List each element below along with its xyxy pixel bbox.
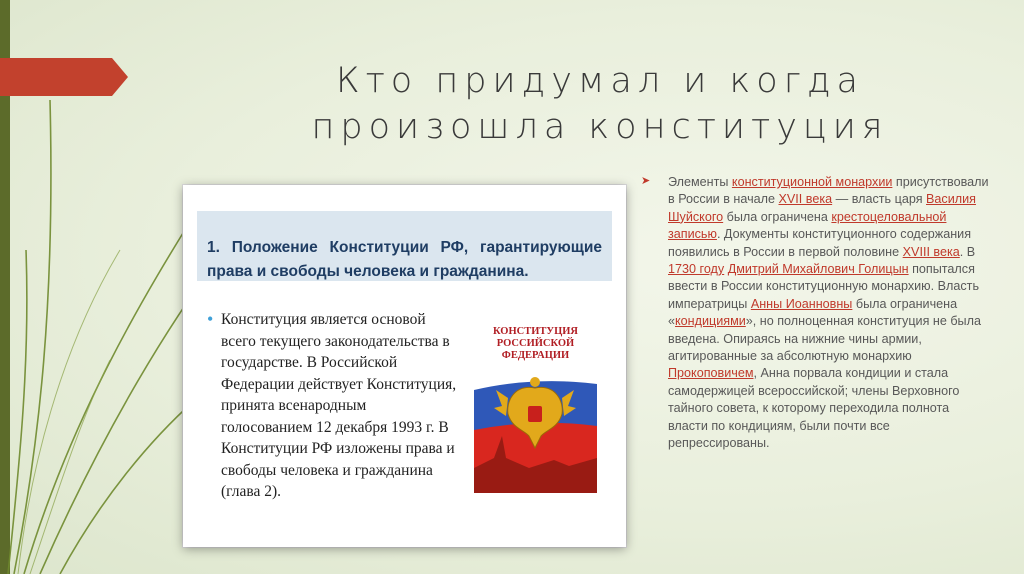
- text-8: попытался ввести в России конституционную монархию. Власть императрицы: [668, 262, 980, 311]
- link-vasily-shuisky[interactable]: Василия Шуйского: [668, 192, 976, 224]
- link-anna-ioannovna[interactable]: Анны Иоанновны: [750, 296, 853, 311]
- bullet-dot-icon: •: [207, 309, 214, 329]
- arrow-right-icon: ➤: [641, 175, 651, 187]
- constitution-image: [183, 185, 626, 547]
- text-5: . Документы конституционного содержания появились в России в первой половине: [668, 227, 972, 259]
- title-line-2: произошла конституция: [311, 107, 889, 147]
- text-6: . В: [959, 244, 976, 259]
- text-11: , Анна порвала кондиции и стала самодержицей всероссийской; члены Верховного тайного совета, к которому переходила полнота власти по кондициям, были почти все репрессированы.: [668, 366, 960, 451]
- flag-and-emblem-illustration: [474, 318, 597, 508]
- link-17th-century[interactable]: XVII века: [778, 192, 833, 207]
- link-conditions[interactable]: кондициями: [675, 314, 746, 329]
- text-1: Элементы: [668, 175, 732, 189]
- history-paragraph: [641, 174, 990, 453]
- link-1730[interactable]: 1730 году: [668, 262, 725, 277]
- text-4: была ограничена: [723, 209, 832, 224]
- slide-title: [250, 58, 950, 150]
- book-title-line-2: РОССИЙСКОЙ: [496, 338, 575, 349]
- book-title-line-3: ФЕДЕРАЦИИ: [501, 350, 570, 361]
- image-bullet-text: Конституция является основой всего текущего законодательства в государстве. В Российской Федерации действует Конституция, принята всенародным голосованием 12 декабря 1993 г. В Конституции РФ изложены права и свободы человека и гражданина (глава 2).: [221, 311, 457, 500]
- title-line-1: Кто придумал и когда: [336, 61, 864, 101]
- title-accent-arrow: [0, 58, 128, 96]
- text-2: присутствовали в России в начале: [668, 175, 989, 207]
- text-10: », но полноценная конституция не была введена. Опираясь на нижние чины армии, агитированные за абсолютную монархию: [668, 314, 981, 364]
- link-cross-kissing-record[interactable]: крестоцеловальной записью: [668, 209, 947, 242]
- link-golitsyn[interactable]: Дмитрий Михайлович Голицын: [727, 262, 909, 277]
- link-18th-century[interactable]: XVIII века: [902, 244, 960, 259]
- image-heading: 1. Положение Конституции РФ, гарантирующие права и свободы человека и гражданина.: [207, 239, 602, 280]
- text-3: — власть царя: [832, 192, 927, 207]
- constitution-book-cover: [474, 318, 597, 508]
- text-9: была ограничена «: [668, 296, 958, 329]
- book-title-line-1: КОНСТИТУЦИЯ: [492, 326, 579, 337]
- link-constitutional-monarchy[interactable]: конституционной монархии: [731, 175, 893, 189]
- link-prokopovich[interactable]: Прокоповичем: [668, 366, 754, 381]
- image-bullet: [207, 309, 457, 503]
